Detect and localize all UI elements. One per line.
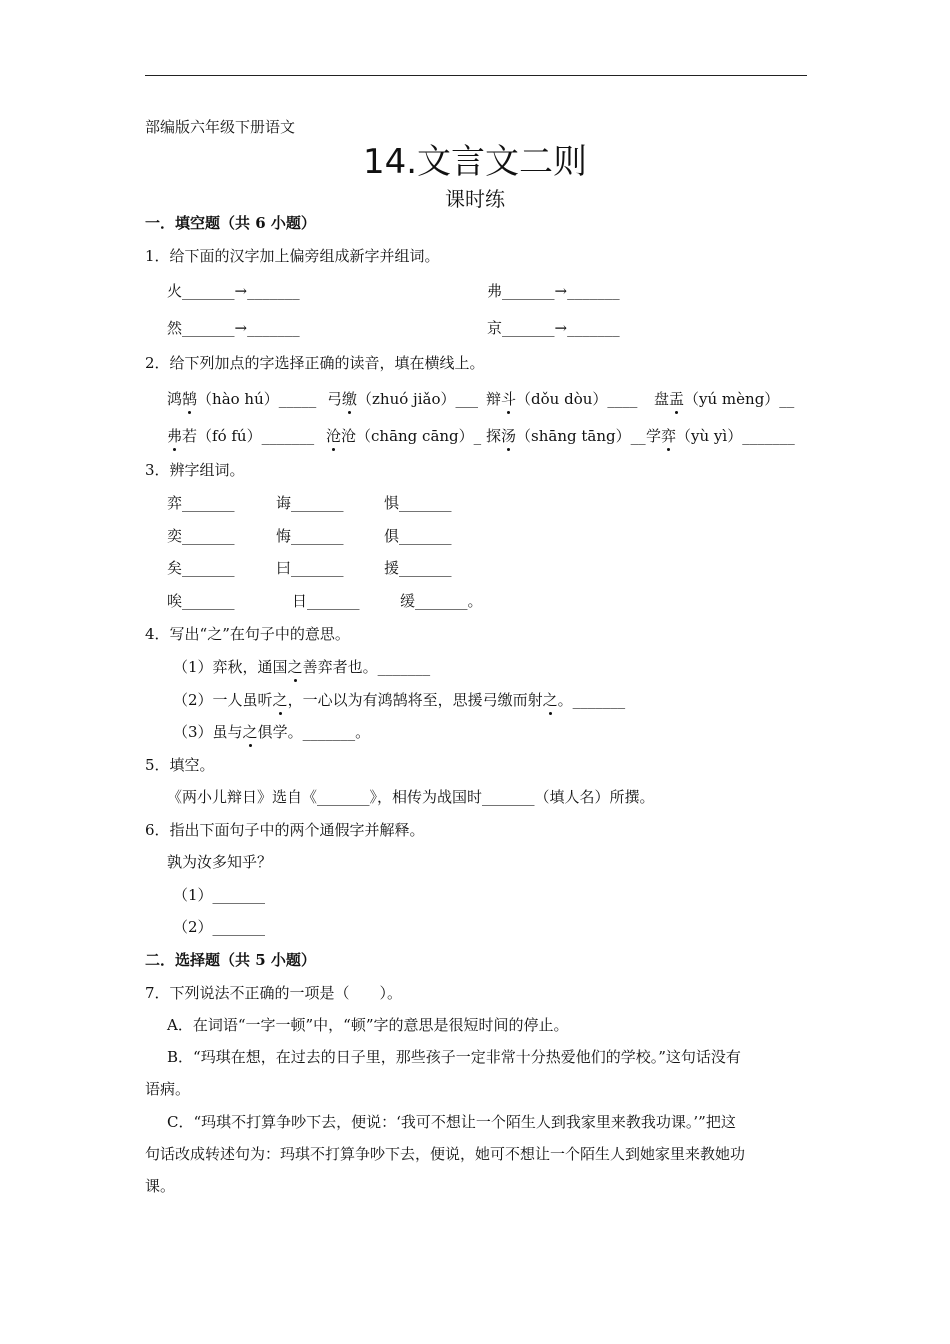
q1-item: 然_______→_______ <box>167 319 300 337</box>
q3-item: 惧_______ <box>384 494 452 512</box>
series-label: 部编版六年级下册语文 <box>145 118 296 136</box>
q6-sentence: 孰为汝多知乎？ <box>167 853 273 871</box>
page-subtitle: 课时练 <box>445 187 505 211</box>
q2-item: 学弈（yù yì）_______ <box>646 427 795 445</box>
q5-text: 《两小儿辩日》选自《_______》，相传为战国时_______（填人名）所撰。 <box>167 788 655 806</box>
q2-item: 盘盂（yú mèng）__ <box>654 390 795 408</box>
q3-item: 矣_______ <box>167 559 235 577</box>
q3-item: 奕_______ <box>167 527 235 545</box>
q2-item: 沧沧（chāng cāng）_ <box>326 427 482 445</box>
q3-item: 日_______ <box>292 592 360 610</box>
q7-prompt: 7．下列说法不正确的一项是（ ）。 <box>145 984 403 1002</box>
q3-item: 唉_______ <box>167 592 235 610</box>
q3-item: 弈_______ <box>167 494 235 512</box>
q1-item: 火_______→_______ <box>167 282 300 300</box>
page-title: 14.文言文二则 <box>362 142 588 182</box>
q1-item: 京_______→_______ <box>487 319 620 337</box>
q7-option-c: C．“玛琪不打算争吵下去，便说：‘我可不想让一个陌生人到我家里来教我功课。’”把这 <box>167 1113 736 1131</box>
q7-option-b-cont: 语病。 <box>145 1080 191 1098</box>
q7-option-c-cont: 课。 <box>145 1177 176 1195</box>
q7-option-a: A．在词语“一字一顿”中，“顿”字的意思是很短时间的停止。 <box>167 1016 569 1034</box>
q4-prompt: 4．写出“之”在句子中的意思。 <box>145 625 350 643</box>
q2-item: 弗若（fó fú）_______ <box>167 427 315 445</box>
q5-prompt: 5．填空。 <box>145 756 215 774</box>
q4-sentence: （1）弈秋，通国之善弈者也。_______ <box>173 658 431 676</box>
section-heading-fill: 一．填空题（共 6 小题） <box>145 214 316 232</box>
q2-item: 弓缴（zhuó jiǎo）___ <box>327 390 478 408</box>
q3-item: 缓_______。 <box>400 592 483 610</box>
q6-answer: （1）_______ <box>173 886 266 904</box>
q3-item: 援_______ <box>384 559 452 577</box>
header-rule <box>145 75 807 76</box>
q3-prompt: 3．辨字组词。 <box>145 461 245 479</box>
q1-prompt: 1．给下面的汉字加上偏旁组成新字并组词。 <box>145 247 440 265</box>
q3-item: 悔_______ <box>276 527 344 545</box>
q7-option-b: B．“玛琪在想，在过去的日子里，那些孩子一定非常十分热爱他们的学校。”这句话没有 <box>167 1048 741 1066</box>
q3-item: 俱_______ <box>384 527 452 545</box>
q1-item: 弗_______→_______ <box>487 282 620 300</box>
section-heading-choice: 二．选择题（共 5 小题） <box>145 951 316 969</box>
q2-item: 鸿鹄（hào hú）_____ <box>167 390 317 408</box>
q4-sentence: （2）一人虽听之，一心以为有鸿鹄将至，思援弓缴而射之。_______ <box>173 691 626 709</box>
q2-prompt: 2．给下列加点的字选择正确的读音，填在横线上。 <box>145 354 485 372</box>
q6-answer: （2）_______ <box>173 918 266 936</box>
q2-item: 探汤（shāng tāng）__ <box>486 427 646 445</box>
q6-prompt: 6．指出下面句子中的两个通假字并解释。 <box>145 821 425 839</box>
q3-item: 诲_______ <box>276 494 344 512</box>
q3-item: 曰_______ <box>276 559 344 577</box>
q7-option-c-cont: 句话改成转述句为：玛琪不打算争吵下去，便说，她可不想让一个陌生人到她家里来教她功 <box>145 1145 746 1163</box>
q2-item: 辩斗（dǒu dòu）____ <box>486 390 638 408</box>
q4-sentence: （3）虽与之俱学。_______。 <box>173 723 371 741</box>
